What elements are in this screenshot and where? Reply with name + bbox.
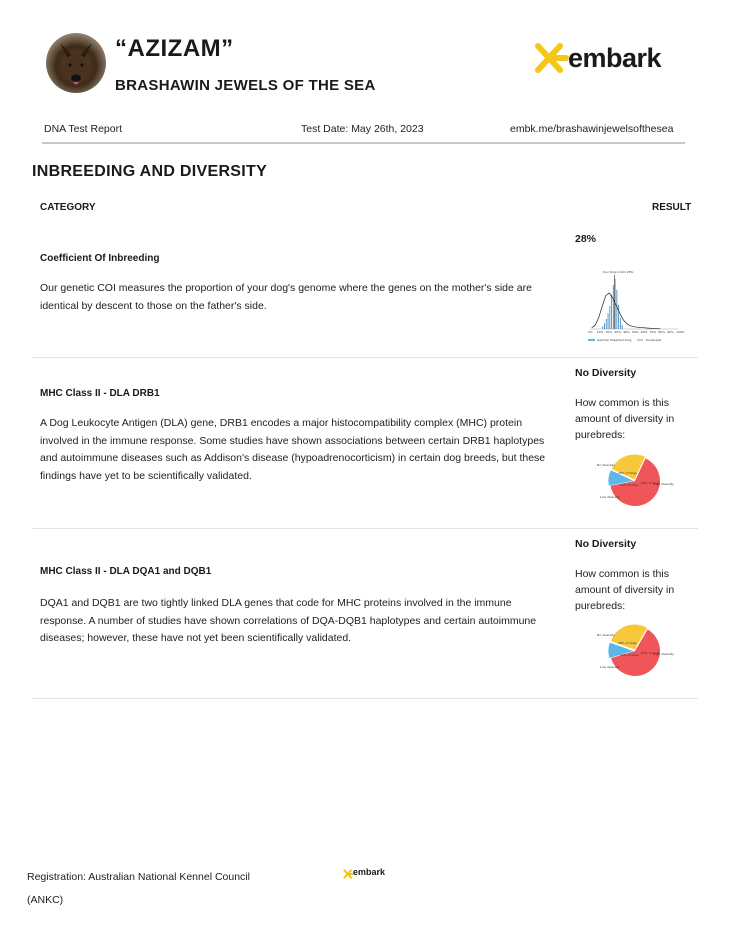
coi-bar-22 bbox=[609, 306, 610, 329]
dqa1-pie-slice-value-1: 10% of dogs bbox=[620, 653, 639, 657]
result-column-header: RESULT bbox=[652, 202, 692, 213]
coi-bar-24 bbox=[611, 295, 612, 329]
embark-logo-icon bbox=[530, 38, 570, 78]
dog-registered-name: BRASHAWIN JEWELS OF THE SEA bbox=[115, 77, 376, 94]
row-divider-3 bbox=[32, 698, 698, 699]
coi-marker-label: Your Dog's COI: 28% bbox=[602, 270, 634, 274]
coi-histogram-bars bbox=[602, 279, 622, 329]
row-divider-1 bbox=[32, 357, 698, 358]
drb1-pie-slice-value-1: 10% of dogs bbox=[620, 483, 639, 487]
coi-chart bbox=[586, 258, 685, 348]
drb1-description: A Dog Leukocyte Antigen (DLA) gene, DRB1 encodes a major histocompatibility complex (MHC) protein involved in the immune response. Some studies have shown associations between certain DRB1 haplotypes and autoimmune diseases such as Addison's disease (hypoadrenocorticism) in certain dog breeds, but these findings have yet to be scientifically validated. bbox=[40, 417, 546, 482]
coi-x-ticks bbox=[588, 330, 685, 334]
coi-bar-14 bbox=[602, 326, 603, 329]
coi-x-tick: 50% bbox=[632, 330, 639, 334]
footer-logo bbox=[342, 867, 402, 881]
row-divider-2 bbox=[32, 528, 698, 529]
dog-photo bbox=[46, 33, 106, 93]
coi-result: 28% bbox=[575, 233, 597, 245]
dog-call-name: “AZIZAM” bbox=[115, 35, 234, 62]
embark-logo-text: embark bbox=[568, 43, 662, 73]
coi-bar-30 bbox=[616, 290, 617, 329]
coi-x-tick: 10% bbox=[596, 330, 604, 334]
dqa1-how-common: How common is this amount of diversity in purebreds: bbox=[575, 568, 675, 612]
dqa1-pie-slice-label-1: Low diversity bbox=[600, 665, 620, 669]
coi-x-tick: 60% bbox=[640, 330, 648, 334]
coi-x-tick: 20% bbox=[605, 330, 613, 334]
coi-legend-curve: Purebreds bbox=[646, 338, 662, 342]
coi-bar-32 bbox=[618, 305, 619, 329]
drb1-pie-slice-label-1: Low diversity bbox=[600, 495, 620, 499]
dqa1-pie-slice-label-0: High diversity bbox=[653, 652, 674, 656]
drb1-pie-chart bbox=[590, 450, 685, 512]
test-date: Test Date: May 26th, 2023 bbox=[301, 123, 424, 135]
coi-bar-36 bbox=[622, 325, 623, 329]
dqa1-pie-chart bbox=[590, 620, 685, 682]
coi-bar-20 bbox=[608, 313, 609, 329]
drb1-pie-slices bbox=[597, 454, 674, 506]
drb1-pie-slice-value-2: 25% of dogs bbox=[618, 471, 637, 475]
coi-density-curve bbox=[592, 293, 661, 329]
coi-bar-16 bbox=[604, 323, 605, 329]
profile-link[interactable]: embk.me/brashawinjewelsofthesea bbox=[510, 123, 674, 135]
drb1-pie-slice-value-0: 65% of dogs bbox=[641, 481, 660, 485]
section-title: INBREEDING AND DIVERSITY bbox=[32, 163, 268, 180]
coi-bar-26 bbox=[613, 285, 614, 329]
report-type: DNA Test Report bbox=[44, 123, 123, 135]
dqa1-pie-slice-value-0: 62% of dogs bbox=[641, 651, 660, 655]
footer-logo-text: embark bbox=[353, 867, 386, 877]
coi-x-tick: 40% bbox=[623, 330, 630, 334]
dqa1-result: No Diversity bbox=[575, 538, 637, 550]
dqa1-title: MHC Class II - DLA DQA1 and DQB1 bbox=[40, 566, 212, 577]
coi-bar-34 bbox=[620, 318, 621, 329]
coi-bar-18 bbox=[606, 319, 607, 329]
dog-avatar bbox=[46, 33, 106, 93]
dqa1-pie-slices bbox=[597, 624, 674, 676]
embark-logo bbox=[530, 38, 690, 78]
drb1-pie-slice-label-0: High diversity bbox=[653, 482, 674, 486]
coi-x-tick: 90% bbox=[667, 330, 674, 334]
coi-legend-bars: German Shepherd Dog bbox=[597, 338, 632, 342]
coi-x-tick: 100% bbox=[676, 330, 685, 334]
dqa1-pie-slice-value-2: 28% of dogs bbox=[618, 641, 637, 645]
drb1-pie-slice-label-2: No diversity bbox=[597, 463, 615, 467]
dqa1-pie-slice-label-2: No diversity bbox=[597, 633, 615, 637]
coi-x-tick: 0% bbox=[588, 330, 593, 334]
drb1-how-common: How common is this amount of diversity in purebreds: bbox=[575, 397, 675, 441]
drb1-title: MHC Class II - DLA DRB1 bbox=[40, 388, 160, 399]
coi-description: Our genetic COI measures the proportion of your dog's genome where the genes on the mother's side are identical by descent to those on the father's side. bbox=[40, 282, 532, 312]
category-column-header: CATEGORY bbox=[40, 202, 96, 213]
coi-x-tick: 30% bbox=[614, 330, 622, 334]
coi-x-tick: 70% bbox=[649, 330, 657, 334]
coi-title: Coefficient Of Inbreeding bbox=[40, 253, 160, 264]
coi-x-tick: 80% bbox=[658, 330, 666, 334]
header-divider bbox=[42, 142, 685, 144]
coi-legend-swatch-bars bbox=[588, 339, 595, 341]
dqa1-description: DQA1 and DQB1 are two tightly linked DLA genes that code for MHC proteins involved in the immune response. A number of studies have shown correlations of DQA-DQB1 haplotypes and certain autoimmune diseases; however, these have not yet been scientifically validated. bbox=[40, 597, 537, 644]
drb1-result: No Diversity bbox=[575, 367, 637, 379]
registration-text: Registration: Australian National Kennel Council (ANKC) bbox=[27, 871, 250, 906]
